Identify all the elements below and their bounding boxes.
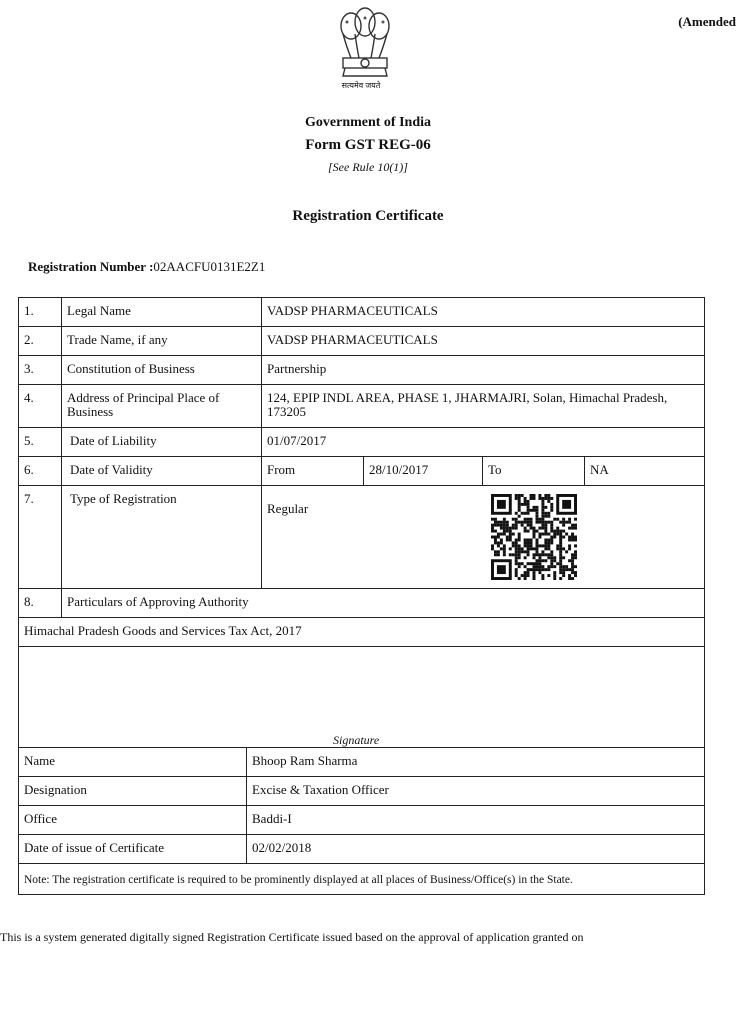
- display-note: Note: The registration certificate is required to be prominently displayed at all places of Business/Office(s) in the State.: [18, 863, 705, 895]
- row-value-date-of-liability: 01/07/2017: [261, 427, 705, 457]
- footer-text: This is a system generated digitally signed Registration Certificate issued based on the approval of application granted on: [0, 930, 584, 944]
- registration-number: [28, 259, 265, 275]
- row-number: 8.: [18, 588, 62, 618]
- row-number: 5.: [18, 427, 62, 457]
- row-number: 6.: [18, 456, 62, 486]
- registration-number-value: 02AACFU0131E2Z1: [153, 259, 266, 274]
- row-value-constitution: Partnership: [261, 355, 705, 385]
- signature-label: Signature: [333, 733, 380, 747]
- government-title: Government of India: [305, 115, 431, 130]
- row-number: 4.: [18, 384, 62, 428]
- authority-act: Himachal Pradesh Goods and Services Tax Act, 2017: [18, 617, 705, 647]
- row-number: 1.: [18, 297, 62, 327]
- row-number: 7.: [18, 485, 62, 589]
- officer-name-value: Bhoop Ram Sharma: [246, 747, 705, 777]
- officer-designation-value: Excise & Taxation Officer: [246, 776, 705, 806]
- officer-office-value: Baddi-I: [246, 805, 705, 835]
- qr-code-icon: [491, 494, 577, 580]
- row-value-type-of-registration: Regular: [261, 485, 705, 589]
- issue-date-label: Date of issue of Certificate: [18, 834, 247, 864]
- validity-to-label: To: [482, 456, 585, 486]
- row-value-trade-name: VADSP PHARMACEUTICALS: [261, 326, 705, 356]
- row-label-legal-name: Legal Name: [61, 297, 262, 327]
- officer-name-label: Name: [18, 747, 247, 777]
- row-label-approving-authority: Particulars of Approving Authority: [61, 588, 705, 618]
- validity-to-value: NA: [584, 456, 705, 486]
- amended-label: (Amended: [678, 14, 736, 29]
- row-label-type-of-registration: Type of Registration: [61, 485, 262, 589]
- row-label-trade-name: Trade Name, if any: [61, 326, 262, 356]
- officer-office-label: Office: [18, 805, 247, 835]
- row-number: 2.: [18, 326, 62, 356]
- issue-date-value: 02/02/2018: [246, 834, 705, 864]
- row-value-legal-name: VADSP PHARMACEUTICALS: [261, 297, 705, 327]
- form-title: Form GST REG-06: [305, 137, 431, 153]
- row-label-date-of-validity: Date of Validity: [61, 456, 262, 486]
- validity-from-label: From: [261, 456, 364, 486]
- row-number: 3.: [18, 355, 62, 385]
- emblem-motto: सत्यमेव जयते: [341, 81, 381, 90]
- row-label-constitution: Constitution of Business: [61, 355, 262, 385]
- row-value-address: 124, EPIP INDL AREA, PHASE 1, JHARMAJRI, Solan, Himachal Pradesh, 173205: [261, 384, 705, 428]
- row-label-address: Address of Principal Place of Business: [61, 384, 262, 428]
- officer-designation-label: Designation: [18, 776, 247, 806]
- registration-number-label: Registration Number :: [28, 259, 154, 274]
- rule-reference: [See Rule 10(1)]: [328, 160, 408, 174]
- row-label-date-of-liability: Date of Liability: [61, 427, 262, 457]
- certificate-title: Registration Certificate: [292, 208, 444, 224]
- validity-from-value: 28/10/2017: [363, 456, 483, 486]
